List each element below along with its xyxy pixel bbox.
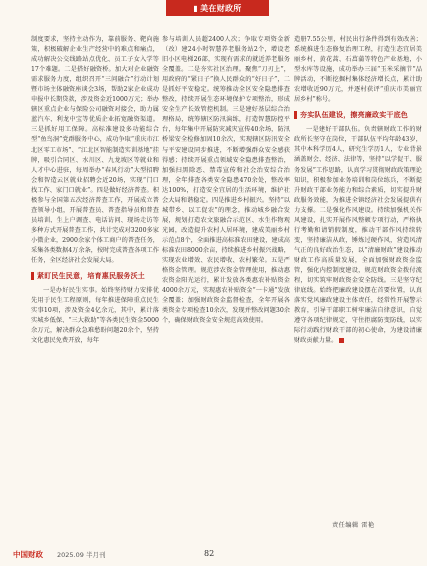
section-heading — [294, 110, 422, 120]
paragraph: 一是办好民生实事。始终坚持财力安排优先用于民生工程原则，每年推进保障重点民生实事10项，涉及资金4亿余元，其中，累计落实城乡低保、“三大救助”等各类民生资金5000余万元，解决群众急难愁盼问题20余个，坚持文化惠民免费开放，每年 — [31, 287, 159, 345]
paragraph — [294, 125, 422, 346]
section-heading-text: 夯实队伍建设，擦亮廉政实干底色 — [300, 111, 408, 120]
paragraph: 造册7.55公里，村民出行条件得到有效改善；系统推进生态修复治理工程，打造生态宜居美丽乡村，黄花蒿、石菖蒲等特色产业基地，小型水库等设施，成功举办三届“玉米采摘节”品牌活动，不断挖掘村集体经济增长点，累计助农增收近90万元，并逐村获评“重庆市美丽宜居乡村”称号。 — [294, 36, 422, 104]
banner-title: 美在财政所 — [200, 3, 242, 13]
banner-bar-icon: ▮ — [193, 3, 199, 13]
page-footer — [0, 548, 427, 562]
footer-brand: 中国财政 — [13, 550, 43, 559]
column-banner — [166, 0, 269, 16]
end-mark-icon — [339, 338, 344, 343]
footer-issue: 2025.09 半月刊 — [57, 551, 106, 559]
paragraph-text: 一是建好干部队伍。负责辖财政工作的财政所长坚守在岗位，干部队伍平均年龄43岁，其中本科学历4人，研究生学历1人，专业背景涵盖财会、经济、法律等，坚持“以学促干、服务发展”工作思路，认真学习贯彻财政政策理论知识，积极参加业务培训和岗位练兵，不断提升财政干部业务能力和综合素质，切实提升财政服务效能，为推进全镇经济社会发展提供有力支撑。二是强化作风建设。持续加强机关作风建设，扎实开展作风整顿专项行动，严格执行考勤和请销假制度，推动干部作风持续转变，坚持廉洁从政，锤炼过硬作风，营造风清气正的良好政治生态，以“清廉财政”建设推动财政工作高质量发展，全面加强财政资金监管，强化内控制度建设，规范财政资金拨付流程，切实筑牢财政资金安全防线。三是坚守纪律底线。始终把廉政建设摆在首要位置，认真落实党风廉政建设主体责任，经常性开展警示教育，引导干部职工树牢廉洁自律意识，自觉遵守各项纪律规定，守住拒腐防变防线，以实际行动践行财政干部的初心使命，为建设清廉财政贡献力量。 — [294, 126, 422, 345]
editor-credit: 责任编辑 雷艳 — [332, 522, 375, 529]
paragraph: 制度要求，坚持主动作为，靠前服务、靶向施策，积极破解企业生产经营中的难点和痛点，成功解决公交线路站点优化、员工子女入学等17个难题。二是搭好融资桥。加大对企业融资需求服务力度，组织召开“三问融合”行动计划暨市场主体融资座谈会3场，帮助2家企业成功申报中长期贷款，涉及资金近1000万元；举办辖区重点企业与保险公司融资对接会，助力属蓝汽车、利龙中宝等优质企业拓宽融资渠道。三是抓好用工保障。高标准建设多功能综合型“鱼鸟洞”党群服务中心，成功争取“重庆市江北区零工市场”、“江北区智能制造实训基地”挂牌，吸引合同区、水川区、九龙坡区等就业和人才中心进驻，每周举办“春风行动”大型招聘会和智造云区就业招聘会近20场，实现“门口找工作、家门口就业”。四是做好经济普查。积极参与全国第五次经济普查工作，开展成立普查领导小组，开展普查员、普查指导员和普查员培训、生上户调查、电话访问、现场走访等多种方式开展普查工作，共计完成对3200多家小微企业，2900余家个体工商户的普查任务，采集各类数据4万余条，按时完成普查各项工作任务，全区经济社会发展大局。 — [31, 36, 159, 265]
column-3 — [294, 35, 422, 346]
page-number: 82 — [204, 549, 215, 558]
paragraph: 参与培训人员超2400人次；争取专项资金新（改）建24小时智慧养老服务站2个，增设老旧小区电梯26部，实现有需求的就近养老服务全覆盖。二是夯实社区治理。聚焦“刀刃上”，用政府的“紧日子”换人民群众的“好日子”，二是抓好平安稳定。统筹推动全区安全隐患排查整改，持续开展生态环境保护专项整治，形成安全生产长效管控机制。三是建好基层综合治理格局，统筹辖区防汛演练，打造智慧防控平台，每年集中开展防灾减灾宣传40余场，防汛桥梁安全检修加固10余次，实现辖区防汛安全与平安建设同步推进，不断增强群众安全感获得感；持续开展重点领域安全隐患排查整治，加强扫黑除恶、禁毒宣传和社会治安综合治理，全年排查各类安全隐患470余处，整改率达100%，打造安全宜居的生活环境，维护社会大局和谐稳定。四是推进乡村振兴。坚持“以城带乡、以工促农”的理念，推动城乡融合发展，规划打造农文旅融合示范区、水生作物观光园，改造提升农村人居环境，建成美丽乡村示范点8个，全面推进高标准农田建设，建成高标准农田8000余亩，持续推进乡村振兴战略，实现农业增效、农民增收、农村繁荣。五是严格资金管理。规范涉农资金管理使用，推动惠农资金阳光运行，累计发放各类惠农补贴资金4000余万元，实现惠农补贴资金“一卡通”发放全覆盖；加强财政资金监督检查，全年开展各类资金专项检查10余次，发现并整改问题30余个，确保财政资金安全规范高效使用。 — [162, 36, 290, 325]
column-1 — [31, 35, 159, 346]
heading-marker-icon — [31, 272, 34, 280]
section-heading-text: 紧盯民生民意，培育惠民服务沃土 — [37, 272, 145, 281]
section-heading — [31, 271, 159, 281]
column-2 — [162, 35, 290, 326]
heading-marker-icon — [294, 111, 297, 119]
